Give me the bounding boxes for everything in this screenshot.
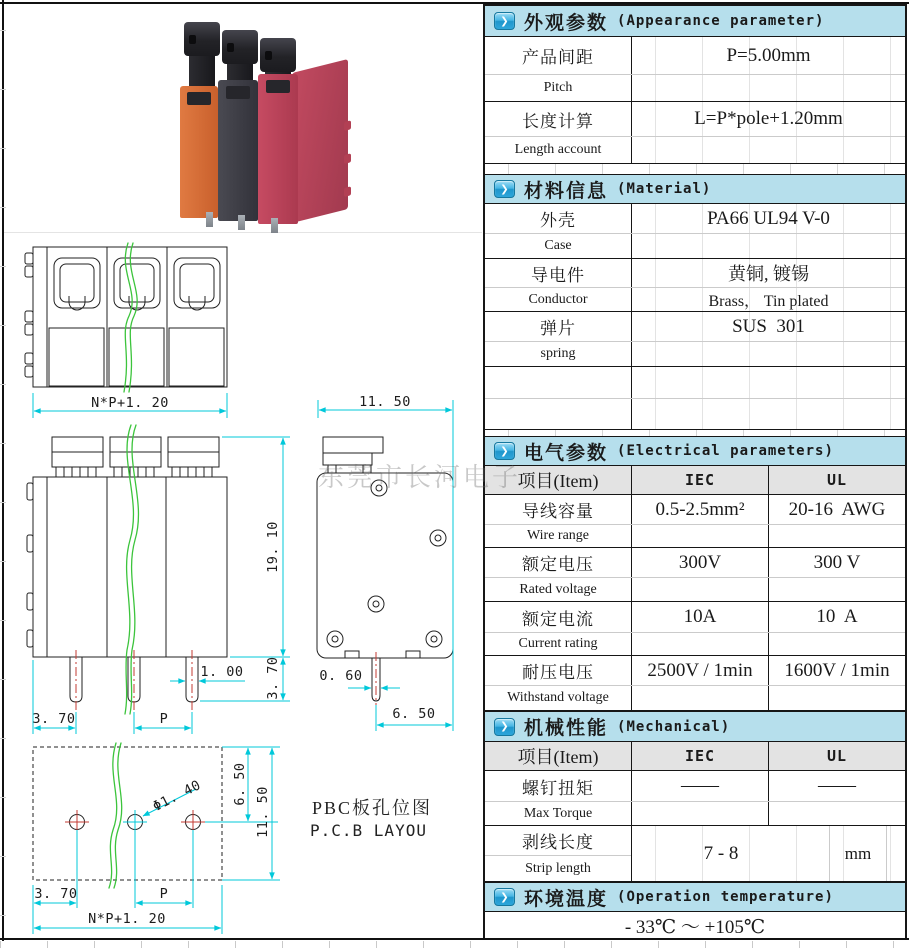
row-label-en: Length account <box>485 137 632 163</box>
value-empty <box>769 525 905 547</box>
section-title-en: (Appearance parameter) <box>617 13 825 29</box>
row-label-en: spring <box>485 342 632 366</box>
dim-label-front-pitch: P <box>159 711 169 727</box>
row-value-empty <box>632 137 905 163</box>
dim-label-pin-width: 1. 00 <box>200 664 244 680</box>
dim-label-pcb-height: 11. 50 <box>255 786 271 838</box>
wire-curves <box>109 243 138 888</box>
row-label-zh: 剥线长度 <box>485 826 631 856</box>
row-value: 黄铜, 镀锡 <box>632 259 905 287</box>
value-iec: 10A <box>632 602 769 632</box>
ejector-pin-marks <box>327 480 446 647</box>
table-row <box>485 37 905 75</box>
table-row <box>485 548 905 578</box>
item-header-label: 项目(Item) <box>485 466 632 494</box>
value-iec: 300V <box>632 548 769 577</box>
section-title-zh: 材料信息 <box>524 180 609 202</box>
dim-label-pcb-pitch: P <box>159 886 169 902</box>
row-label-en: Case <box>485 234 632 258</box>
section-title-en: (Material) <box>617 181 712 197</box>
dim-label-topview-width: N*P+1. 20 <box>91 395 169 411</box>
row-label-en: Wire range <box>485 525 632 547</box>
row-label-zh: 螺钉扭矩 <box>485 771 632 801</box>
section-header-mechanical <box>485 711 905 742</box>
value-empty <box>632 802 769 825</box>
arrow-bullet-icon: ❯ <box>494 442 515 460</box>
item-header-row <box>485 466 905 495</box>
section-header-electrical <box>485 436 905 466</box>
section-title-zh: 外观参数 <box>524 12 609 34</box>
value-empty <box>632 525 769 547</box>
row-label-en: Current rating <box>485 633 632 655</box>
pcb-layout-drawing <box>33 747 222 880</box>
value-empty <box>632 633 769 655</box>
dim-label-pin-length: 3. 70 <box>265 656 281 700</box>
row-label-zh: 产品间距 <box>485 37 632 74</box>
column-header-ul: UL <box>826 747 848 765</box>
value-ul: —— <box>818 775 856 796</box>
row-label-en: Conductor <box>485 288 632 311</box>
item-header-label: 项目(Item) <box>485 742 632 770</box>
table-gap <box>485 164 905 174</box>
row-label-zh: 外壳 <box>485 204 632 233</box>
dim-label-pin-offset: 6. 50 <box>392 706 436 722</box>
strip-length-row <box>485 826 905 882</box>
item-header-row <box>485 742 905 771</box>
table-row <box>485 656 905 686</box>
watermark: 东莞市长河电子 <box>318 463 522 492</box>
value-ul: 10 A <box>816 606 858 627</box>
value-empty <box>769 578 905 601</box>
row-label-zh: 导电件 <box>485 259 632 287</box>
table-row <box>485 312 905 342</box>
row-label-zh <box>485 367 632 398</box>
row-label-en: Withstand voltage <box>485 686 632 710</box>
row-value: L=P*pole+1.20mm <box>632 102 905 136</box>
grid-stubs-bottom <box>0 941 909 948</box>
row-value: P=5.00mm <box>632 37 905 74</box>
table-row <box>485 686 905 711</box>
table-row <box>485 234 905 259</box>
column-header-ul: UL <box>826 471 848 489</box>
pcb-layout-title-zh: PBC板孔位图 <box>312 798 433 818</box>
row-label-zh: 弹片 <box>485 312 632 341</box>
value-ul: 1600V / 1min <box>784 659 890 681</box>
section-title-zh: 电气参数 <box>524 442 609 464</box>
table-row <box>485 204 905 234</box>
value-empty <box>769 686 905 710</box>
value-empty <box>769 633 905 655</box>
row-label-en: Pitch <box>485 75 632 101</box>
dim-label-pcb-left-offset: 3. 70 <box>34 886 78 902</box>
row-label-en <box>485 399 632 429</box>
table-row <box>485 633 905 656</box>
value-iec: 2500V / 1min <box>632 656 769 685</box>
dim-label-pcb-hole-top: 6. 50 <box>232 762 248 806</box>
row-value-empty <box>632 399 905 429</box>
section-title-zh: 机械性能 <box>524 718 609 739</box>
row-label-zh: 额定电流 <box>485 602 632 632</box>
dim-label-front-height: 19. 10 <box>265 521 281 573</box>
arrow-bullet-icon: ❯ <box>494 12 515 30</box>
value-iec: 0.5-2.5mm² <box>632 495 769 524</box>
table-row <box>485 75 905 102</box>
value-empty <box>632 686 769 710</box>
dim-label-pin-thickness: 0. 60 <box>319 668 363 684</box>
dim-label-side-width: 11. 50 <box>359 394 411 410</box>
table-row <box>485 399 905 430</box>
table-row <box>485 802 905 826</box>
side-view-drawing <box>317 437 453 701</box>
section-title-zh: 环境温度 <box>524 888 609 910</box>
arrow-bullet-icon: ❯ <box>494 888 515 906</box>
spec-panel <box>483 4 907 940</box>
row-label-en: Strip length <box>525 860 591 876</box>
column-header-iec: IEC <box>632 742 769 770</box>
strip-length-value-area <box>632 826 905 881</box>
table-row <box>485 259 905 288</box>
value-iec: —— <box>632 771 769 801</box>
value-ul: 300 V <box>813 551 861 573</box>
row-value-en <box>632 342 905 366</box>
dim-label-front-left-offset: 3. 70 <box>32 711 76 727</box>
value-empty <box>632 578 769 601</box>
row-label-zh: 耐压电压 <box>485 656 632 685</box>
row-value: SUS 301 <box>632 312 905 341</box>
row-value-en: Brass， Tin plated <box>632 288 905 311</box>
page-bottom-border <box>0 938 909 940</box>
row-label-zh: 导线容量 <box>485 495 632 524</box>
section-title-en: (Electrical parameters) <box>617 443 834 459</box>
row-value <box>632 367 905 398</box>
strip-length-value: 7 - 8 <box>703 842 739 864</box>
column-header-iec: IEC <box>632 466 769 494</box>
row-label-zh: 长度计算 <box>485 102 632 136</box>
pcb-layout-title-en: P.C.B LAYOU <box>310 821 427 840</box>
table-row <box>485 102 905 137</box>
row-value-en <box>632 234 905 258</box>
section-header-appearance <box>485 6 905 37</box>
section-title-en: (Operation temperature) <box>617 889 834 905</box>
arrow-bullet-icon: ❯ <box>494 718 515 736</box>
temperature-range-value: - 33℃ ～ +105℃ <box>624 916 766 938</box>
table-row <box>485 602 905 633</box>
value-empty <box>769 802 905 825</box>
row-label-en: Max Torque <box>485 802 632 825</box>
table-row <box>485 525 905 548</box>
table-row <box>485 288 905 312</box>
table-row <box>485 771 905 802</box>
section-header-material <box>485 174 905 204</box>
table-row <box>485 137 905 164</box>
strip-length-labels <box>485 826 632 881</box>
table-row <box>485 367 905 399</box>
dim-label-hole-diameter: Φ1. 40 <box>150 777 204 815</box>
arrow-bullet-icon: ❯ <box>494 180 515 198</box>
row-label-en: Rated voltage <box>485 578 632 601</box>
table-row <box>485 578 905 602</box>
dim-label-pcb-width: N*P+1. 20 <box>88 911 166 927</box>
table-row <box>485 495 905 525</box>
row-value-empty <box>632 75 905 101</box>
section-header-temperature <box>485 882 905 912</box>
value-ul: 20-16 AWG <box>788 498 886 520</box>
strip-length-unit: mm <box>829 826 887 881</box>
row-value: PA66 UL94 V-0 <box>632 204 905 233</box>
table-row <box>485 342 905 367</box>
row-label-zh: 额定电压 <box>485 548 632 577</box>
section-title-en: (Mechanical) <box>617 718 731 735</box>
